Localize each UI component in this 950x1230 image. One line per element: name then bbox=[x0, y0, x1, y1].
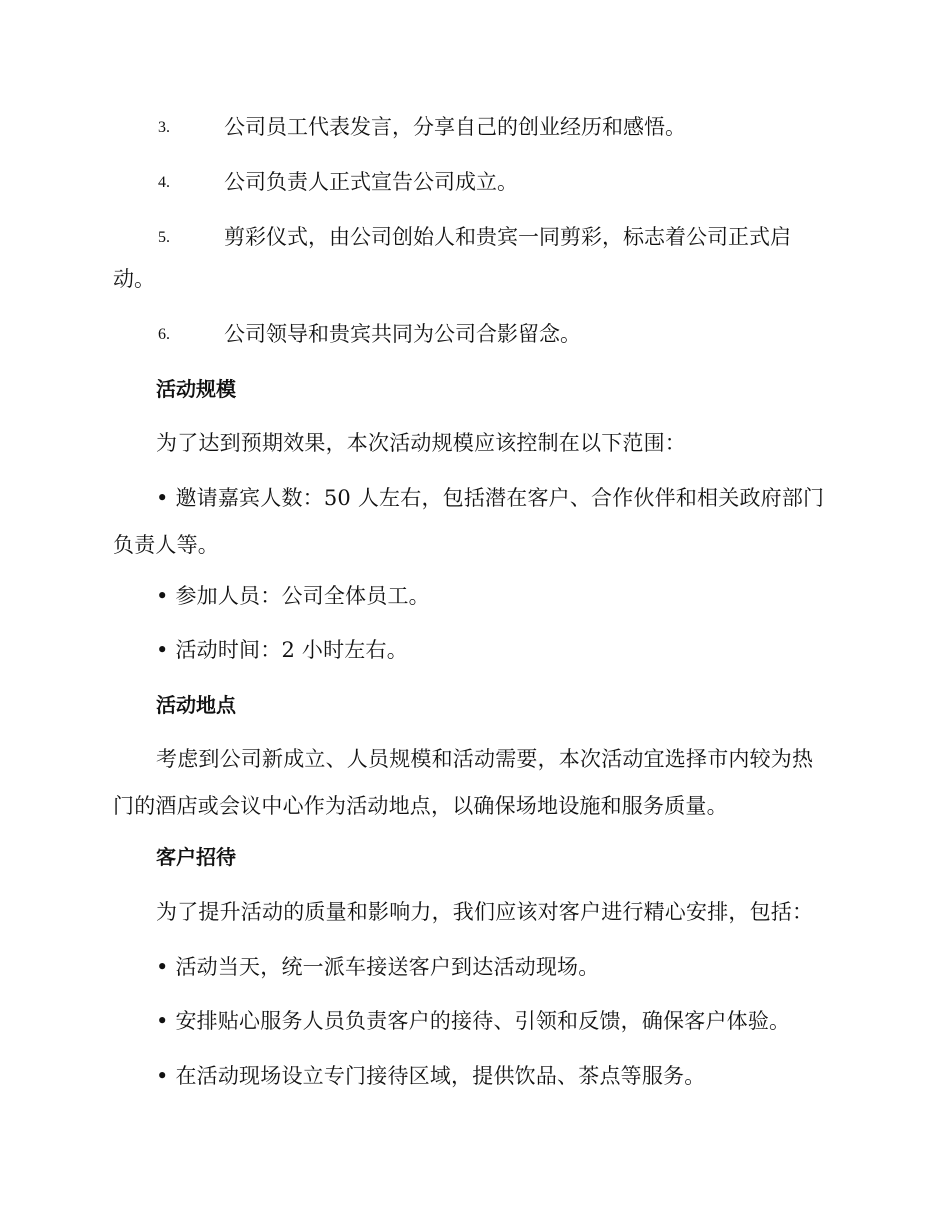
list-number: 4. bbox=[158, 174, 170, 191]
scale-bullet: • 邀请嘉宾人数：50 人左右，包括潜在客户、合作伙伴和相关政府部门负责人等。 bbox=[113, 486, 825, 557]
list-item-text: 公司员工代表发言，分享自己的创业经历和感悟。 bbox=[224, 115, 686, 139]
reception-bullet: • 安排贴心服务人员负责客户的接待、引领和反馈，确保客户体验。 bbox=[156, 1009, 791, 1033]
scale-intro: 为了达到预期效果，本次活动规模应该控制在以下范围： bbox=[156, 431, 686, 455]
scale-bullet: • 参加人员：公司全体员工。 bbox=[156, 584, 430, 608]
list-item-text: 公司领导和贵宾共同为公司合影留念。 bbox=[224, 322, 581, 346]
list-number: 5. bbox=[158, 229, 170, 246]
reception-bullet: • 在活动现场设立专门接待区域，提供饮品、茶点等服务。 bbox=[156, 1064, 706, 1088]
list-number: 6. bbox=[158, 326, 170, 343]
list-number: 3. bbox=[158, 119, 170, 136]
list-item-text: 剪彩仪式，由公司创始人和贵宾一同剪彩，标志着公司正式启 bbox=[224, 225, 791, 249]
scale-bullet: • 活动时间：2 小时左右。 bbox=[156, 638, 408, 662]
location-paragraph: 考虑到公司新成立、人员规模和活动需要，本次活动宜选择市内较为热门的酒店或会议中心作为活动地点，以确保场地设施和服务质量。 bbox=[113, 747, 814, 818]
section-heading-reception: 客户招待 bbox=[156, 845, 236, 869]
section-heading-scale: 活动规模 bbox=[156, 377, 236, 401]
reception-bullet: • 活动当天，统一派车接送客户到达活动现场。 bbox=[156, 955, 600, 979]
section-heading-location: 活动地点 bbox=[156, 693, 236, 717]
list-item-continuation: 动。 bbox=[113, 267, 155, 291]
list-item-text: 公司负责人正式宣告公司成立。 bbox=[224, 170, 518, 194]
reception-intro: 为了提升活动的质量和影响力，我们应该对客户进行精心安排，包括： bbox=[156, 900, 814, 924]
